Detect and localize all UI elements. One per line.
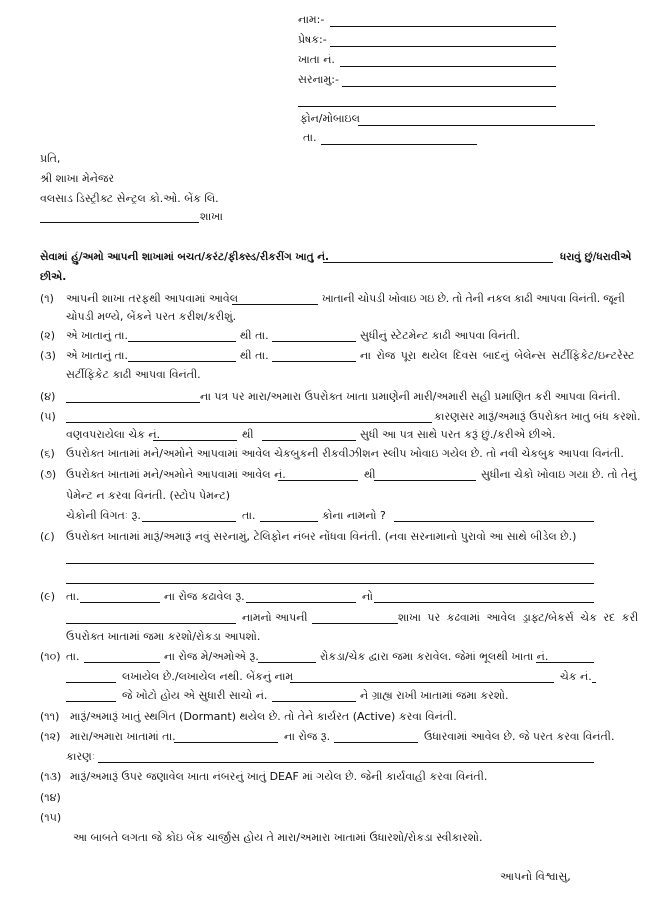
- item-text: લખાયેલ છે./લખાયેલ નથી. બેંકનું નામ: [122, 670, 294, 683]
- item-15: (૧૫): [40, 811, 62, 824]
- item-text: સર્ટીફિકેટ કાઢી આપવા વિનંતી.: [66, 368, 201, 381]
- item-number: (૧૩): [40, 770, 62, 783]
- blank-field[interactable]: [260, 521, 318, 522]
- address-label: સરનામુ:-: [298, 73, 339, 86]
- item-number: (૩): [40, 349, 56, 362]
- item-text: ચેક નં.: [560, 670, 592, 683]
- item-text: ઉપરોક્ત ખાતામાં મને/અમોને આપવામાં આવેલ ચેકબુકની રીકવીઝીશન સ્લીપ ખોવાઇ ગયેલ છે. તો નવી ચેકબુક આપવા વિનંતી.: [66, 447, 624, 460]
- closing-text: આપનો વિશ્વાસુ,: [500, 870, 571, 883]
- blank-field[interactable]: [66, 682, 116, 683]
- item-number: (૭): [40, 468, 57, 481]
- address-line-field[interactable]: [66, 563, 594, 564]
- item-number: (૧૨): [40, 730, 61, 743]
- item-number: (૧): [40, 292, 54, 305]
- item-text: ના રોજ મે/અમોએ રૂ.: [164, 650, 259, 663]
- item-text: શાખા પર કઢવામાં આવેલ ડ્રાફ્ટ/બેકર્સ ચેક રદ કરી: [398, 611, 639, 624]
- item-number: (૬): [40, 447, 55, 460]
- item-text: તા.: [66, 650, 80, 663]
- item-text: ઉપરોક્ત ખાતામાં મારૂં/અમારૂં નવું સરનામું, ટેલિફોન નંબર નોંધવા વિનંતી. (નવા સરનામાનો પુરાવો આ સાથે બીડેલ છે.): [66, 530, 577, 543]
- name-label: નામ:-: [298, 13, 325, 26]
- item-text: સુધીના ચેકો ખોવાઇ ગયા છે. તો તેનું: [481, 468, 637, 481]
- item-text: તા.: [66, 590, 80, 603]
- phone-label: ફોન/મોબાઇલ: [300, 112, 360, 125]
- blank-field[interactable]: [66, 623, 236, 624]
- item-text: ઉધારવામાં આવેલ છે. જે પરત કરવા વિનંતી.: [424, 730, 615, 743]
- blank-field[interactable]: [272, 701, 356, 702]
- item-text: ના રોજ કઢાવેલ રૂ.: [164, 590, 245, 603]
- subject-line-1: સેવામાં હું/અમો આપની શાખામાં બચત/કરંટ/ફીક્સ્ડ/રીકરીંગ ખાતુ નં.: [40, 251, 330, 263]
- item-text: કારણઃ: [66, 750, 95, 763]
- item-text: નો: [362, 590, 373, 603]
- item-text: થી: [242, 428, 254, 441]
- item-number: (૪): [40, 390, 56, 403]
- item-text: સુધીનું સ્ટેટમેન્ટ કાઢી આપવા વિનંતી.: [360, 329, 520, 342]
- item-text: એ ખાતાનું તા.: [66, 329, 129, 342]
- blank-field[interactable]: [312, 623, 398, 624]
- item-text: પેમેન્ટ ન કરવા વિનંતી. (સ્ટોપ પેમન્ટ): [66, 489, 231, 502]
- item-text: વણવપરાયેલા ચેક નં.: [66, 428, 161, 441]
- item-number: (૫): [40, 410, 56, 423]
- item-text: કોના નામનો ?: [322, 509, 386, 522]
- blank-field[interactable]: [278, 480, 358, 481]
- item-text: ના રોજ પૂરા થયેલ દિવસ બાદનું બેલેન્સ સર્ટીફિકેટ/ઇન્ટરેસ્ટ: [360, 349, 635, 362]
- account-label: ખાતા નં.: [298, 53, 335, 66]
- item-number: (૮): [40, 530, 55, 543]
- blank-field[interactable]: [290, 682, 554, 683]
- item-text: ના રોજ રૂ.: [284, 730, 331, 743]
- subject-account-field[interactable]: [323, 262, 553, 263]
- blank-field[interactable]: [536, 662, 594, 663]
- address-field[interactable]: [342, 86, 556, 87]
- blank-field[interactable]: [272, 341, 356, 342]
- subject-line-1-end: ધરાવું છું/ધરાવીએ: [560, 251, 632, 263]
- account-field[interactable]: [340, 66, 556, 67]
- item-text: થી તા.: [240, 329, 269, 342]
- item-number: (૧૦): [40, 650, 61, 663]
- item-text: ખાતાની ચોપડી ખોવાઇ ગઇ છે. તો તેની નકલ કાઢી આપવા વિનંતી. જૂની: [322, 292, 625, 305]
- date-field[interactable]: [321, 144, 477, 145]
- item-text: ઉપરોક્ત ખાતામાં મને/અમોને આપવામાં આવેલ નં.: [66, 468, 286, 481]
- address-line-field[interactable]: [66, 583, 594, 584]
- blank-field[interactable]: [592, 682, 596, 683]
- prati-text: પ્રતિ,: [40, 152, 61, 165]
- blank-field[interactable]: [334, 742, 418, 743]
- branch-label: શાખા: [200, 210, 223, 223]
- blank-field[interactable]: [258, 662, 316, 663]
- item-text: રોકડા/ચેક દ્વારા જમા કરાવેલ. જેમાં ભૂલથી ખાતા નં.: [320, 650, 549, 663]
- blank-field[interactable]: [66, 422, 432, 423]
- blank-field[interactable]: [246, 602, 356, 603]
- item-text: ના પત્ર પર મારા/અમારા ઉપરોક્ત ખાતા પ્રમાણેની મારી/અમારી સહી પ્રમાણિત કરી આપવા વિનંતી.: [200, 390, 621, 403]
- address-field-2[interactable]: [298, 106, 556, 107]
- item-text: થી: [364, 468, 376, 481]
- blank-field[interactable]: [374, 602, 594, 603]
- item-text: આપની શાખા તરફથી આપવામાં આવેલ: [66, 292, 239, 305]
- item-text: મારૂં/અમારૂં ખાતું સ્થગિત (Dormant) થયેલ છે. તો તેને કાર્યરત (Active) કરવા વિનંતી.: [70, 710, 457, 723]
- blank-field[interactable]: [128, 341, 236, 342]
- item-number: (૧૧): [40, 710, 60, 723]
- reason-field[interactable]: [98, 762, 594, 763]
- date-label: તા.: [303, 131, 317, 144]
- item-text: ચોપડી મળ્યે, બેંકને પરત કરીશ/કરીશું.: [66, 310, 237, 323]
- item-text: ને ગ્રાહ્ય રાખી ખાતામાં જમા કરશો.: [360, 689, 509, 702]
- item-text: મારૂં/અમારૂં ઉપર જણાવેલ ખાતા નંબરનું ખાતું DEAF માં ગયેલ છે. જેની કાર્યવાહી કરવા વિનંતી.: [70, 770, 488, 783]
- blank-field[interactable]: [128, 361, 236, 362]
- sender-label: પ્રેષક:-: [298, 33, 327, 46]
- manager-text: શ્રી શાખા મેનેજર: [40, 172, 115, 185]
- item-number: (૯): [40, 590, 56, 603]
- bank-name: વલસાડ ડિસ્ટ્રીક્ટ સેન્ટ્રલ કો.ઓ. બેંક લિ.: [40, 192, 219, 205]
- blank-field[interactable]: [262, 440, 356, 441]
- subject-line-2: છીએ.: [40, 271, 67, 283]
- phone-field[interactable]: [358, 125, 595, 126]
- item-text: ઉપરોક્ત ખાતામાં જમા કરશો/રોકડા આપશો.: [66, 630, 261, 643]
- item-text: કારણસર મારૂં/અમારૂં ઉપરોક્ત ખાતુ બંધ કરશો.: [434, 410, 641, 423]
- blank-field[interactable]: [84, 662, 160, 663]
- item-number: (૨): [40, 329, 56, 342]
- item-text: નામનો આપની: [242, 611, 308, 624]
- blank-field[interactable]: [66, 402, 200, 403]
- blank-field[interactable]: [174, 742, 278, 743]
- blank-field[interactable]: [66, 701, 116, 702]
- blank-field[interactable]: [153, 440, 237, 441]
- item-14: (૧૪): [40, 791, 61, 804]
- blank-field[interactable]: [142, 521, 236, 522]
- sender-field[interactable]: [330, 46, 556, 47]
- blank-field[interactable]: [272, 361, 356, 362]
- item-text: સુધી આ પત્ર સાથે પરત કરૂં છું./કરીએ છીએ.: [360, 428, 556, 441]
- item-text: થી તા.: [240, 349, 269, 362]
- blank-field[interactable]: [374, 480, 476, 481]
- blank-field[interactable]: [394, 521, 594, 522]
- charges-note: આ બાબતે લગતા જે કોઇ બેંક ચાર્જીસ હોય તે મારા/અમારા ખાતામાં ઉધારશો/રોકડા સ્વીકારશો.: [73, 831, 483, 844]
- blank-field[interactable]: [80, 602, 160, 603]
- item-text: જે ખોટો હોય એ સુધારી સાચો નં.: [122, 689, 268, 702]
- name-field[interactable]: [330, 26, 556, 27]
- item-text: ચેકોની વિગતઃ રૂ.: [66, 509, 141, 522]
- item-text: તા.: [242, 509, 256, 522]
- branch-field[interactable]: [40, 222, 199, 223]
- item-text: મારા/અમારા ખાતામાં તા.: [70, 730, 176, 743]
- item-text: એ ખાતાનું તા.: [66, 349, 129, 362]
- blank-field[interactable]: [232, 304, 318, 305]
